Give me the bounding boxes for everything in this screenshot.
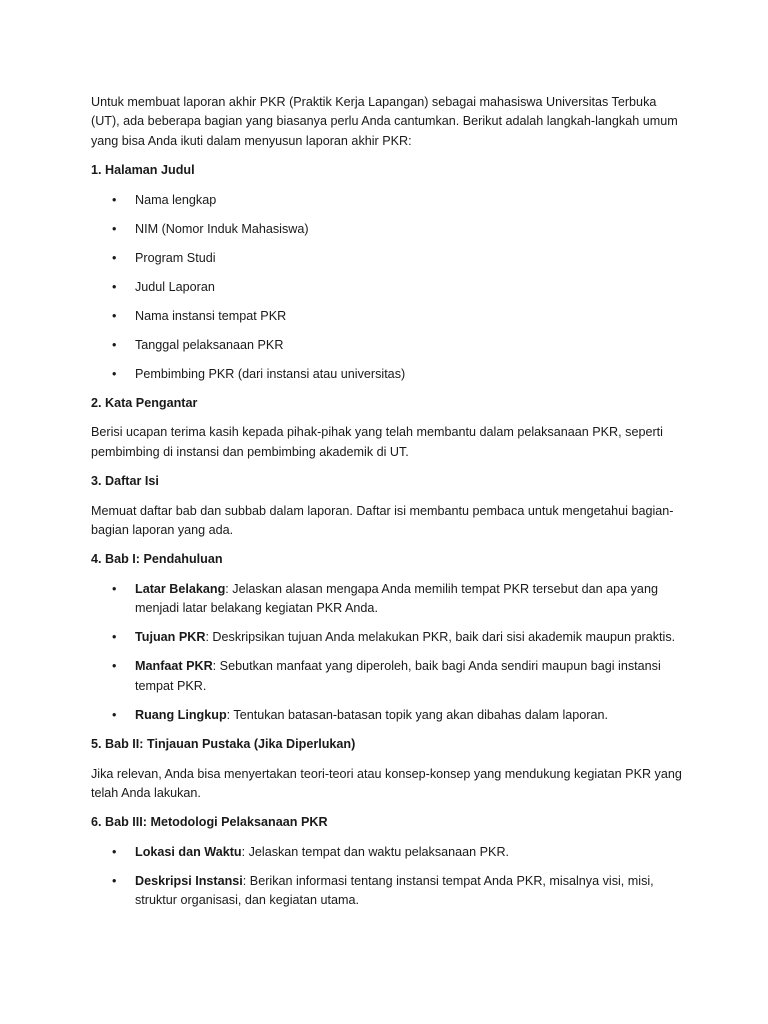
list-item-text: NIM (Nomor Induk Mahasiswa): [135, 221, 309, 236]
list-item-term: Manfaat PKR: [135, 659, 213, 674]
metodologi-list: [91, 843, 687, 911]
bullet-icon: •: [112, 279, 117, 294]
list-item-text: Judul Laporan: [135, 279, 215, 294]
section-heading-daftar-isi: 3. Daftar Isi: [91, 474, 159, 489]
list-item: [91, 580, 687, 619]
bullet-icon: •: [112, 873, 117, 888]
list-item: [91, 336, 687, 355]
section-heading-tinjauan-pustaka: 5. Bab II: Tinjauan Pustaka (Jika Diperlukan): [91, 737, 356, 752]
list-item-term: Deskripsi Instansi: [135, 873, 243, 888]
document-body: [91, 93, 687, 921]
list-item-text: : Tentukan batasan-batasan topik yang akan dibahas dalam laporan.: [226, 707, 609, 722]
list-item: [91, 706, 687, 725]
list-item-term: Tujuan PKR: [135, 630, 206, 645]
intro-paragraph: Untuk membuat laporan akhir PKR (Praktik Kerja Lapangan) sebagai mahasiswa Universitas Terbuka (UT), ada beberapa bagian yang biasanya perlu Anda cantumkan. Berikut adalah langkah-langkah umum yang bisa Anda ikuti dalam menyusun laporan akhir PKR:: [91, 95, 678, 148]
list-item: [91, 249, 687, 268]
list-item-text: : Jelaskan tempat dan waktu pelaksanaan PKR.: [241, 844, 510, 859]
bullet-icon: •: [112, 337, 117, 352]
list-item: [91, 307, 687, 326]
section-heading-halaman-judul: 1. Halaman Judul: [91, 163, 195, 178]
list-item-term: Latar Belakang: [135, 581, 226, 596]
section-heading-pendahuluan: 4. Bab I: Pendahuluan: [91, 552, 223, 567]
kata-pengantar-paragraph: Berisi ucapan terima kasih kepada pihak-pihak yang telah membantu dalam pelaksanaan PKR, seperti pembimbing di instansi dan pembimbing akademik di UT.: [91, 425, 663, 459]
list-item-text: Nama instansi tempat PKR: [135, 308, 287, 323]
list-item-text: : Jelaskan alasan mengapa Anda memilih tempat PKR tersebut dan apa yang menjadi latar belakang kegiatan PKR Anda.: [135, 581, 658, 616]
bullet-icon: •: [112, 844, 117, 859]
bullet-icon: •: [112, 707, 117, 722]
list-item-term: Ruang Lingkup: [135, 707, 227, 722]
bullet-icon: •: [112, 308, 117, 323]
list-item: [91, 657, 687, 696]
list-item-text: : Berikan informasi tentang instansi tempat Anda PKR, misalnya visi, misi, struktur organisasi, dan kegiatan utama.: [135, 873, 654, 908]
list-item-text: Program Studi: [135, 250, 216, 265]
bullet-icon: •: [112, 630, 117, 645]
list-item-text: Nama lengkap: [135, 192, 217, 207]
list-item: [91, 872, 687, 911]
section-heading-metodologi: 6. Bab III: Metodologi Pelaksanaan PKR: [91, 815, 328, 830]
list-item-text: : Deskripsikan tujuan Anda melakukan PKR, baik dari sisi akademik maupun praktis.: [205, 630, 676, 645]
list-item: [91, 628, 687, 647]
bullet-icon: •: [112, 221, 117, 236]
bullet-icon: •: [112, 659, 117, 674]
list-item: [91, 278, 687, 297]
halaman-judul-list: [91, 191, 687, 384]
list-item: [91, 220, 687, 239]
list-item-text: Pembimbing PKR (dari instansi atau universitas): [135, 366, 406, 381]
bullet-icon: •: [112, 366, 117, 381]
list-item: [91, 365, 687, 384]
list-item-term: Lokasi dan Waktu: [135, 844, 242, 859]
list-item-text: : Sebutkan manfaat yang diperoleh, baik bagi Anda sendiri maupun bagi instansi tempat PKR.: [135, 659, 661, 693]
bullet-icon: •: [112, 192, 117, 207]
tinjauan-pustaka-paragraph: Jika relevan, Anda bisa menyertakan teori-teori atau konsep-konsep yang mendukung kegiatan PKR yang telah Anda lakukan.: [91, 766, 682, 800]
pendahuluan-list: [91, 580, 687, 725]
list-item: [91, 843, 687, 862]
bullet-icon: •: [112, 250, 117, 265]
section-heading-kata-pengantar: 2. Kata Pengantar: [91, 396, 198, 411]
list-item: [91, 191, 687, 210]
bullet-icon: •: [112, 581, 117, 596]
daftar-isi-paragraph: Memuat daftar bab dan subbab dalam laporan. Daftar isi membantu pembaca untuk mengetahui bagian-bagian laporan yang ada.: [91, 503, 674, 538]
list-item-text: Tanggal pelaksanaan PKR: [135, 337, 284, 352]
